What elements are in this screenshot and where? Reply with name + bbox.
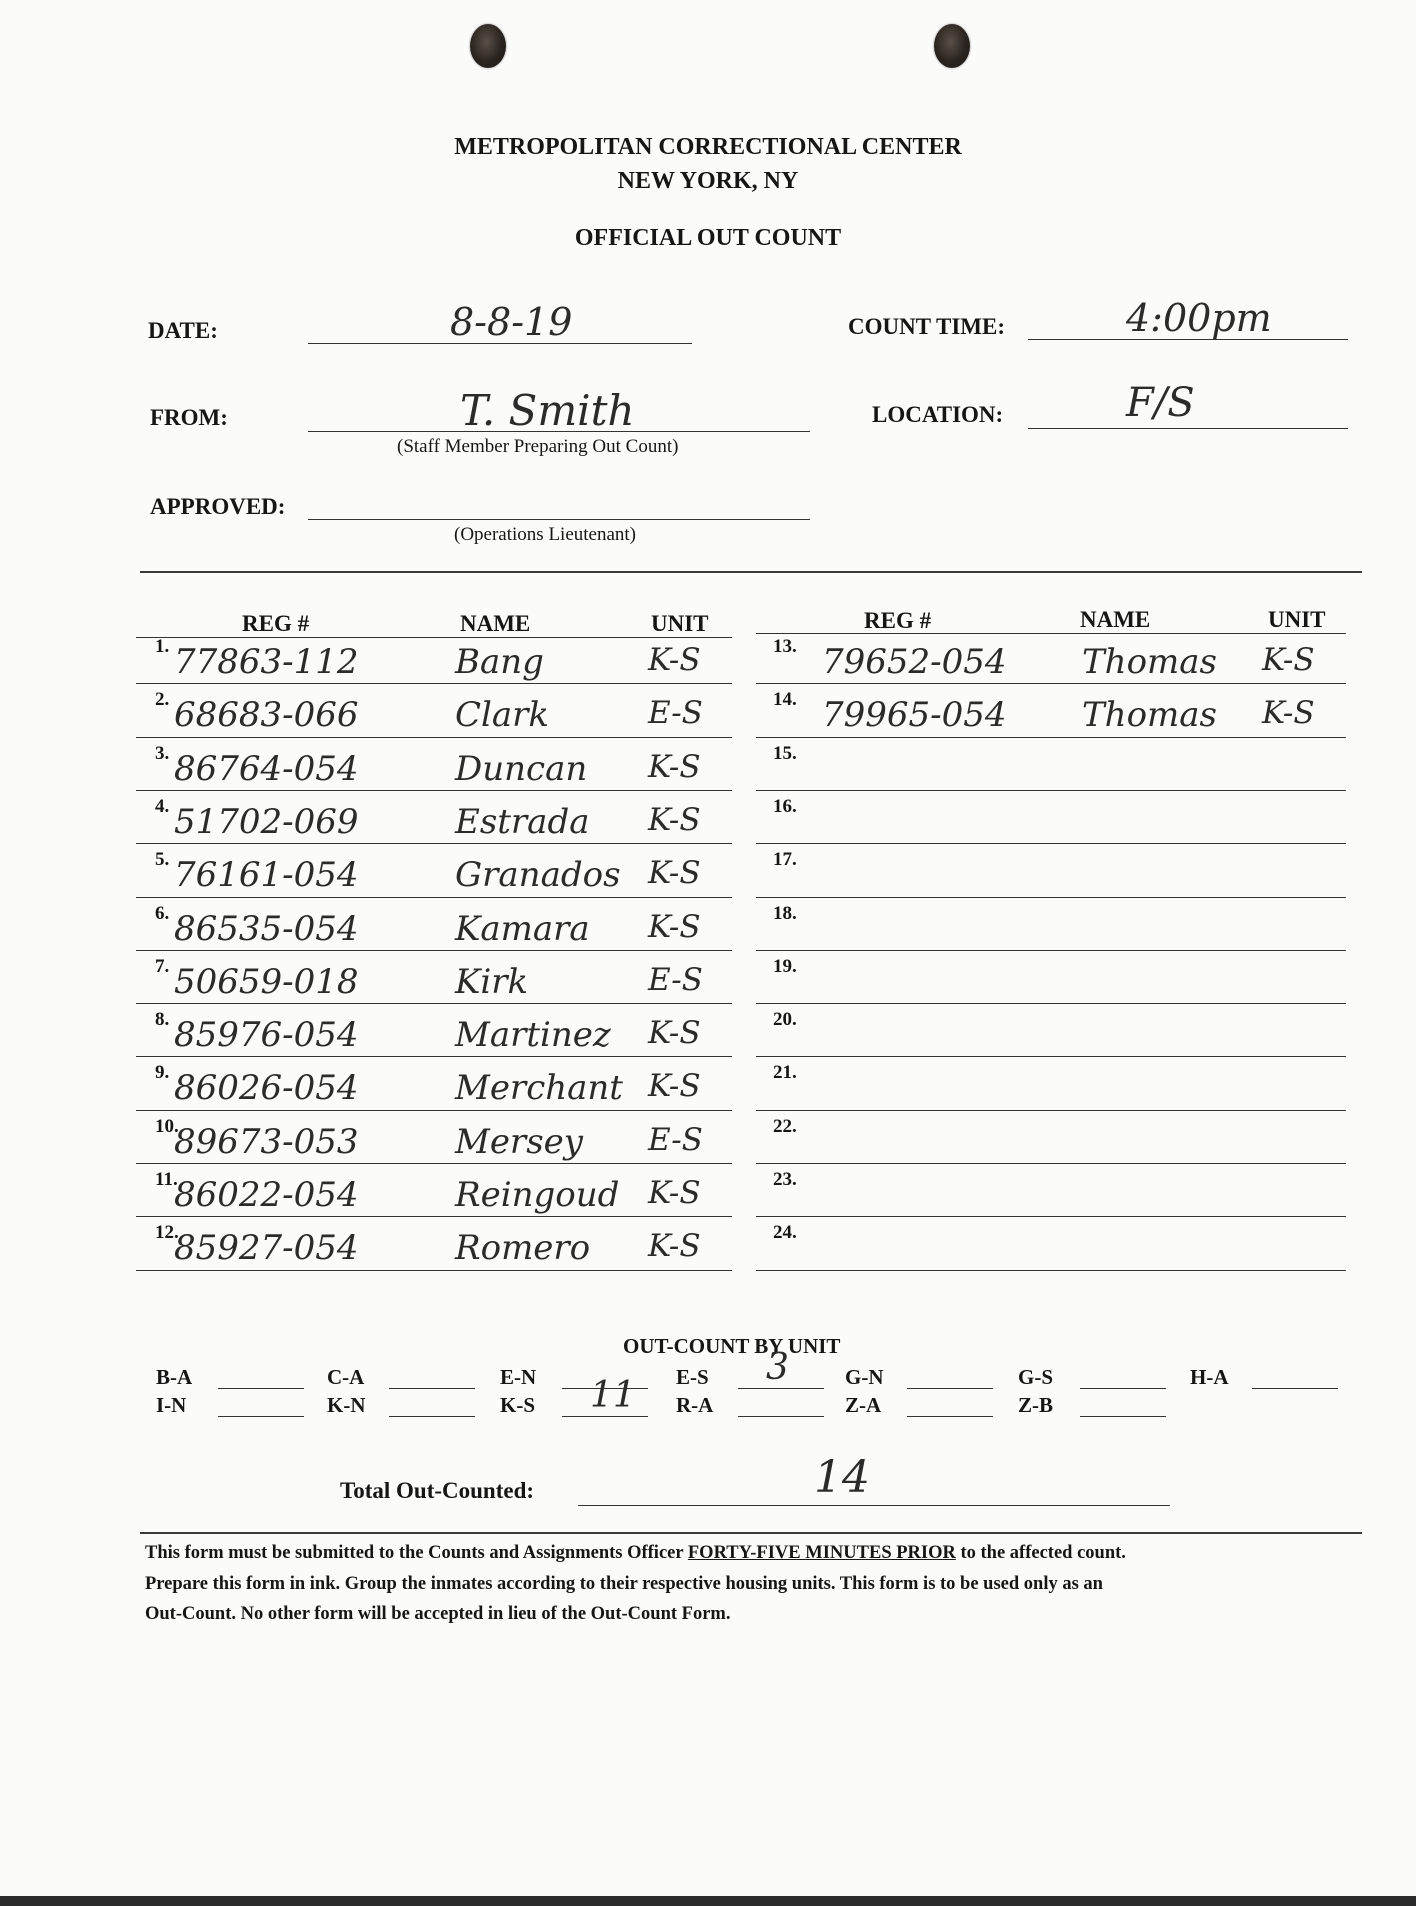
unit-count-value[interactable]: 11 xyxy=(590,1375,636,1416)
row-rule xyxy=(756,1003,1346,1004)
row-number: 20. xyxy=(773,1009,797,1031)
row-number: 2. xyxy=(155,689,170,711)
unit-label: R-A xyxy=(676,1393,714,1417)
approved-label: APPROVED: xyxy=(150,494,286,519)
inmate-name[interactable]: Romero xyxy=(455,1228,591,1269)
row-number: 17. xyxy=(773,849,797,871)
row-rule xyxy=(756,790,1346,791)
housing-unit[interactable]: E-S xyxy=(648,1121,703,1158)
unit-count-line xyxy=(738,1388,824,1389)
from-caption: (Staff Member Preparing Out Count) xyxy=(397,436,679,457)
footer-line-1 xyxy=(145,1543,1126,1564)
row-rule xyxy=(136,1056,732,1057)
row-rule xyxy=(136,950,732,951)
unit-count-line xyxy=(218,1416,304,1417)
row-rule xyxy=(756,683,1346,684)
row-rule xyxy=(756,1270,1346,1271)
row-rule xyxy=(756,1056,1346,1057)
reg-number[interactable]: 86764-054 xyxy=(174,748,359,789)
housing-unit[interactable]: K-S xyxy=(648,801,701,838)
total-line xyxy=(578,1505,1170,1506)
unit-label: K-N xyxy=(327,1393,366,1417)
housing-unit[interactable]: K-S xyxy=(648,908,701,945)
row-number: 1. xyxy=(155,636,170,657)
row-rule xyxy=(136,843,732,844)
form-title: OFFICIAL OUT COUNT xyxy=(574,225,842,251)
punch-hole-right xyxy=(934,24,970,68)
row-rule xyxy=(136,1216,732,1217)
total-value[interactable]: 14 xyxy=(814,1452,870,1503)
row-rule xyxy=(136,1003,732,1004)
reg-number[interactable]: 85976-054 xyxy=(174,1015,359,1056)
reg-number[interactable]: 77863-112 xyxy=(174,642,359,682)
housing-unit[interactable]: K-S xyxy=(648,1228,701,1265)
unit-label: I-N xyxy=(156,1393,187,1417)
row-number: 12. xyxy=(155,1222,179,1244)
row-number: 15. xyxy=(773,742,797,764)
right-unit-header: UNIT xyxy=(1268,607,1326,632)
reg-number[interactable]: 79965-054 xyxy=(822,695,1007,736)
reg-number[interactable]: 76161-054 xyxy=(174,855,359,896)
outcount-title: OUT-COUNT BY UNIT xyxy=(623,1334,841,1358)
unit-count-line xyxy=(389,1416,475,1417)
row-number: 16. xyxy=(773,795,797,817)
unit-count-line xyxy=(1080,1416,1166,1417)
inmate-name[interactable]: Clark xyxy=(455,695,550,736)
left-header-rule xyxy=(136,637,732,638)
inmate-name[interactable]: Merchant xyxy=(455,1068,623,1109)
unit-count-line xyxy=(1252,1388,1338,1389)
institution-title: METROPOLITAN CORRECTIONAL CENTER xyxy=(454,134,962,160)
housing-unit[interactable]: K-S xyxy=(648,855,701,892)
housing-unit[interactable]: K-S xyxy=(1262,642,1315,678)
row-number: 7. xyxy=(155,955,170,977)
from-signature[interactable]: T. Smith xyxy=(460,386,635,435)
unit-label: G-N xyxy=(845,1365,884,1389)
inmate-name[interactable]: Estrada xyxy=(455,801,590,842)
unit-count-line xyxy=(218,1388,304,1389)
housing-unit[interactable]: E-S xyxy=(648,961,703,998)
unit-count-line xyxy=(1080,1388,1166,1389)
unit-label: K-S xyxy=(500,1393,536,1417)
from-label: FROM: xyxy=(150,405,228,430)
row-rule xyxy=(756,1110,1346,1111)
punch-hole-left xyxy=(470,24,506,68)
unit-label: C-A xyxy=(327,1365,365,1389)
unit-label: Z-B xyxy=(1018,1393,1054,1417)
unit-label: E-S xyxy=(676,1365,709,1389)
row-rule xyxy=(756,843,1346,844)
location-line xyxy=(1028,428,1348,429)
location-value[interactable]: F/S xyxy=(1126,380,1195,426)
footer-deadline: FORTY-FIVE MINUTES PRIOR xyxy=(687,1543,956,1563)
housing-unit[interactable]: K-S xyxy=(648,748,701,785)
row-number: 4. xyxy=(155,795,170,817)
housing-unit[interactable]: K-S xyxy=(648,1015,701,1052)
row-rule xyxy=(136,1270,732,1271)
housing-unit[interactable]: K-S xyxy=(1262,695,1315,732)
row-number: 5. xyxy=(155,849,170,871)
reg-number[interactable]: 89673-053 xyxy=(174,1121,359,1162)
date-label: DATE: xyxy=(148,318,218,343)
inmate-name[interactable]: Granados xyxy=(455,855,621,896)
location-label: LOCATION: xyxy=(872,402,1004,427)
inmate-name[interactable]: Duncan xyxy=(455,748,588,789)
row-number: 9. xyxy=(155,1062,170,1084)
section-divider xyxy=(140,571,1362,573)
footer-line-3: Out-Count. No other form will be accepted in lieu of the Out-Count Form. xyxy=(145,1604,731,1624)
unit-count-line xyxy=(389,1388,475,1389)
reg-number[interactable]: 79652-054 xyxy=(822,642,1007,682)
right-name-header: NAME xyxy=(1080,607,1151,632)
footer-line-1-c: to the affected count. xyxy=(955,1543,1126,1563)
row-rule xyxy=(756,1216,1346,1217)
date-value[interactable]: 8-8-19 xyxy=(450,300,573,344)
row-rule xyxy=(136,683,732,684)
footer-line-2: Prepare this form in ink. Group the inmates according to their respective housing units. This form is to be used only as an xyxy=(145,1574,1103,1594)
row-number: 18. xyxy=(773,902,797,924)
unit-count-line xyxy=(738,1416,824,1417)
left-name-header: NAME xyxy=(460,611,531,636)
approved-line xyxy=(308,519,810,520)
row-rule xyxy=(756,1163,1346,1164)
approved-caption: (Operations Lieutenant) xyxy=(454,524,637,545)
row-rule xyxy=(756,950,1346,951)
housing-unit[interactable]: K-S xyxy=(648,1175,701,1211)
reg-number[interactable]: 51702-069 xyxy=(174,801,359,842)
left-reg-header: REG # xyxy=(242,611,310,636)
inmate-name[interactable]: Martinez xyxy=(455,1015,611,1056)
reg-number[interactable]: 86026-054 xyxy=(174,1068,359,1109)
right-header-rule xyxy=(756,633,1346,634)
row-number: 6. xyxy=(155,902,170,924)
row-rule xyxy=(756,897,1346,898)
total-label: Total Out-Counted: xyxy=(340,1478,535,1503)
count-time-label: COUNT TIME: xyxy=(848,314,1005,339)
row-number: 21. xyxy=(773,1062,797,1084)
row-rule xyxy=(136,1110,732,1111)
left-unit-header: UNIT xyxy=(651,611,709,636)
row-number: 22. xyxy=(773,1115,797,1137)
right-reg-header: REG # xyxy=(864,608,932,633)
inmate-name[interactable]: Reingoud xyxy=(455,1175,620,1215)
inmate-name[interactable]: Bang xyxy=(455,642,544,682)
inmate-name[interactable]: Kirk xyxy=(455,961,529,1002)
row-number: 11. xyxy=(155,1169,178,1190)
unit-label: B-A xyxy=(156,1365,193,1389)
unit-label: Z-A xyxy=(845,1393,882,1417)
unit-count-line xyxy=(907,1388,993,1389)
housing-unit[interactable]: K-S xyxy=(648,1068,701,1105)
reg-number[interactable]: 86022-054 xyxy=(174,1175,359,1215)
row-rule xyxy=(136,897,732,898)
footer-line-1-a: This form must be submitted to the Counts and Assignments Officer xyxy=(145,1543,688,1563)
row-number: 24. xyxy=(773,1222,797,1244)
unit-count-line xyxy=(907,1416,993,1417)
unit-label: H-A xyxy=(1190,1365,1229,1389)
row-rule xyxy=(136,790,732,791)
unit-count-line xyxy=(562,1416,648,1417)
row-number: 13. xyxy=(773,636,797,657)
reg-number[interactable]: 85927-054 xyxy=(174,1228,359,1269)
row-number: 10. xyxy=(155,1115,179,1137)
count-time-value[interactable]: 4:00pm xyxy=(1126,296,1272,340)
inmate-name[interactable]: Thomas xyxy=(1082,695,1218,736)
row-rule xyxy=(136,737,732,738)
row-number: 19. xyxy=(773,955,797,977)
inmate-name[interactable]: Thomas xyxy=(1082,642,1218,682)
unit-count-value[interactable]: 3 xyxy=(766,1347,789,1388)
scan-bottom-edge xyxy=(0,1896,1416,1906)
row-number: 3. xyxy=(155,742,170,764)
city-title: NEW YORK, NY xyxy=(617,168,799,194)
inmate-name[interactable]: Kamara xyxy=(455,908,590,949)
row-rule xyxy=(136,1163,732,1164)
reg-number[interactable]: 50659-018 xyxy=(174,961,359,1002)
reg-number[interactable]: 86535-054 xyxy=(174,908,359,949)
footer-divider xyxy=(140,1532,1362,1534)
reg-number[interactable]: 68683-066 xyxy=(174,695,359,736)
inmate-name[interactable]: Mersey xyxy=(455,1121,583,1162)
housing-unit[interactable]: K-S xyxy=(648,642,701,678)
row-number: 23. xyxy=(773,1169,797,1190)
unit-label: E-N xyxy=(500,1365,537,1389)
unit-label: G-S xyxy=(1018,1365,1054,1389)
row-number: 8. xyxy=(155,1009,170,1031)
housing-unit[interactable]: E-S xyxy=(648,695,703,732)
row-rule xyxy=(756,737,1346,738)
row-number: 14. xyxy=(773,689,797,711)
